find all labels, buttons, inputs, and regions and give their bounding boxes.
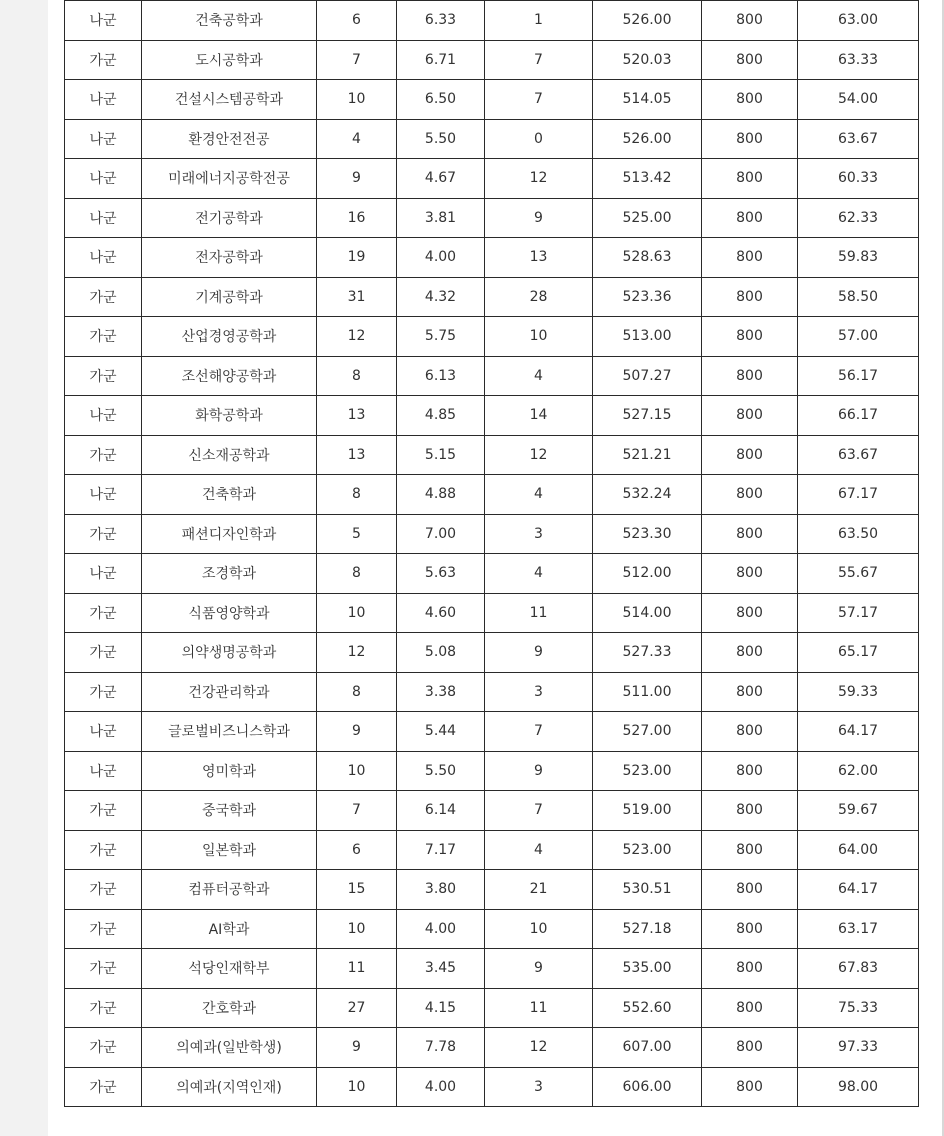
competition-ratio-cell: 3.45	[397, 949, 485, 989]
converted-score-cell: 59.33	[798, 672, 919, 712]
department-cell: 환경안전전공	[142, 119, 317, 159]
quota-cell: 8	[317, 475, 397, 515]
converted-score-cell: 59.83	[798, 238, 919, 278]
converted-score-cell: 56.17	[798, 356, 919, 396]
table-row	[65, 475, 919, 515]
additional-pass-cell: 4	[485, 475, 593, 515]
max-score-cell: 800	[702, 633, 798, 673]
quota-cell: 9	[317, 1028, 397, 1068]
department-cell: 영미학과	[142, 751, 317, 791]
competition-ratio-cell: 4.32	[397, 277, 485, 317]
quota-cell: 10	[317, 593, 397, 633]
score-cell: 606.00	[593, 1067, 702, 1107]
max-score-cell: 800	[702, 830, 798, 870]
quota-cell: 19	[317, 238, 397, 278]
max-score-cell: 800	[702, 159, 798, 199]
department-cell: 도시공학과	[142, 40, 317, 80]
department-cell: AI학과	[142, 909, 317, 949]
table-row	[65, 356, 919, 396]
score-cell: 514.00	[593, 593, 702, 633]
table-row	[65, 80, 919, 120]
converted-score-cell: 54.00	[798, 80, 919, 120]
department-cell: 패션디자인학과	[142, 514, 317, 554]
department-cell: 건설시스템공학과	[142, 80, 317, 120]
additional-pass-cell: 1	[485, 1, 593, 41]
max-score-cell: 800	[702, 751, 798, 791]
max-score-cell: 800	[702, 791, 798, 831]
group-cell: 가군	[65, 514, 142, 554]
competition-ratio-cell: 5.44	[397, 712, 485, 752]
competition-ratio-cell: 3.81	[397, 198, 485, 238]
group-cell: 나군	[65, 751, 142, 791]
competition-ratio-cell: 5.50	[397, 119, 485, 159]
quota-cell: 27	[317, 988, 397, 1028]
group-cell: 나군	[65, 475, 142, 515]
admission-results-table	[64, 0, 919, 1107]
converted-score-cell: 55.67	[798, 554, 919, 594]
converted-score-cell: 62.00	[798, 751, 919, 791]
competition-ratio-cell: 3.38	[397, 672, 485, 712]
group-cell: 가군	[65, 356, 142, 396]
quota-cell: 4	[317, 119, 397, 159]
department-cell: 기계공학과	[142, 277, 317, 317]
department-cell: 의약생명공학과	[142, 633, 317, 673]
converted-score-cell: 63.50	[798, 514, 919, 554]
additional-pass-cell: 3	[485, 672, 593, 712]
converted-score-cell: 63.67	[798, 119, 919, 159]
table-row	[65, 593, 919, 633]
group-cell: 나군	[65, 80, 142, 120]
score-cell: 607.00	[593, 1028, 702, 1068]
score-cell: 530.51	[593, 870, 702, 910]
score-cell: 527.15	[593, 396, 702, 436]
department-cell: 건축공학과	[142, 1, 317, 41]
table-row	[65, 909, 919, 949]
group-cell: 가군	[65, 435, 142, 475]
converted-score-cell: 58.50	[798, 277, 919, 317]
converted-score-cell: 62.33	[798, 198, 919, 238]
group-cell: 나군	[65, 1, 142, 41]
table-row	[65, 870, 919, 910]
competition-ratio-cell: 4.60	[397, 593, 485, 633]
quota-cell: 10	[317, 80, 397, 120]
quota-cell: 13	[317, 435, 397, 475]
table-row	[65, 949, 919, 989]
additional-pass-cell: 12	[485, 435, 593, 475]
competition-ratio-cell: 4.00	[397, 238, 485, 278]
document-page	[48, 0, 942, 1136]
quota-cell: 6	[317, 1, 397, 41]
score-cell: 507.27	[593, 356, 702, 396]
additional-pass-cell: 28	[485, 277, 593, 317]
quota-cell: 5	[317, 514, 397, 554]
table-row	[65, 633, 919, 673]
group-cell: 가군	[65, 1067, 142, 1107]
converted-score-cell: 63.33	[798, 40, 919, 80]
table-row	[65, 1, 919, 41]
score-cell: 523.00	[593, 830, 702, 870]
additional-pass-cell: 21	[485, 870, 593, 910]
table-row	[65, 396, 919, 436]
quota-cell: 8	[317, 356, 397, 396]
score-cell: 532.24	[593, 475, 702, 515]
quota-cell: 12	[317, 633, 397, 673]
max-score-cell: 800	[702, 396, 798, 436]
competition-ratio-cell: 6.50	[397, 80, 485, 120]
max-score-cell: 800	[702, 1067, 798, 1107]
max-score-cell: 800	[702, 238, 798, 278]
table-row	[65, 435, 919, 475]
competition-ratio-cell: 5.63	[397, 554, 485, 594]
converted-score-cell: 57.17	[798, 593, 919, 633]
group-cell: 가군	[65, 593, 142, 633]
max-score-cell: 800	[702, 356, 798, 396]
competition-ratio-cell: 5.75	[397, 317, 485, 357]
score-cell: 526.00	[593, 1, 702, 41]
department-cell: 조선해양공학과	[142, 356, 317, 396]
score-cell: 523.36	[593, 277, 702, 317]
max-score-cell: 800	[702, 1, 798, 41]
table-row	[65, 277, 919, 317]
table-row	[65, 830, 919, 870]
score-cell: 528.63	[593, 238, 702, 278]
quota-cell: 7	[317, 40, 397, 80]
group-cell: 가군	[65, 988, 142, 1028]
score-cell: 513.42	[593, 159, 702, 199]
score-cell: 552.60	[593, 988, 702, 1028]
converted-score-cell: 57.00	[798, 317, 919, 357]
additional-pass-cell: 13	[485, 238, 593, 278]
group-cell: 나군	[65, 119, 142, 159]
additional-pass-cell: 4	[485, 830, 593, 870]
competition-ratio-cell: 4.88	[397, 475, 485, 515]
quota-cell: 7	[317, 791, 397, 831]
score-cell: 527.18	[593, 909, 702, 949]
additional-pass-cell: 10	[485, 909, 593, 949]
converted-score-cell: 63.00	[798, 1, 919, 41]
quota-cell: 8	[317, 554, 397, 594]
max-score-cell: 800	[702, 198, 798, 238]
table-row	[65, 751, 919, 791]
table-row	[65, 119, 919, 159]
additional-pass-cell: 4	[485, 356, 593, 396]
additional-pass-cell: 7	[485, 40, 593, 80]
table-row	[65, 988, 919, 1028]
table-row	[65, 1028, 919, 1068]
department-cell: 글로벌비즈니스학과	[142, 712, 317, 752]
quota-cell: 13	[317, 396, 397, 436]
group-cell: 나군	[65, 396, 142, 436]
group-cell: 나군	[65, 238, 142, 278]
competition-ratio-cell: 4.67	[397, 159, 485, 199]
additional-pass-cell: 9	[485, 949, 593, 989]
additional-pass-cell: 12	[485, 1028, 593, 1068]
competition-ratio-cell: 6.71	[397, 40, 485, 80]
table-row	[65, 712, 919, 752]
table-row	[65, 672, 919, 712]
table-row	[65, 198, 919, 238]
group-cell: 가군	[65, 633, 142, 673]
converted-score-cell: 75.33	[798, 988, 919, 1028]
competition-ratio-cell: 5.15	[397, 435, 485, 475]
max-score-cell: 800	[702, 475, 798, 515]
additional-pass-cell: 12	[485, 159, 593, 199]
converted-score-cell: 67.17	[798, 475, 919, 515]
department-cell: 석당인재학부	[142, 949, 317, 989]
group-cell: 가군	[65, 1028, 142, 1068]
competition-ratio-cell: 6.14	[397, 791, 485, 831]
score-cell: 525.00	[593, 198, 702, 238]
additional-pass-cell: 10	[485, 317, 593, 357]
score-cell: 521.21	[593, 435, 702, 475]
max-score-cell: 800	[702, 514, 798, 554]
score-cell: 527.33	[593, 633, 702, 673]
group-cell: 가군	[65, 40, 142, 80]
competition-ratio-cell: 6.33	[397, 1, 485, 41]
score-cell: 513.00	[593, 317, 702, 357]
competition-ratio-cell: 4.00	[397, 909, 485, 949]
department-cell: 화학공학과	[142, 396, 317, 436]
group-cell: 나군	[65, 159, 142, 199]
table-row	[65, 159, 919, 199]
additional-pass-cell: 7	[485, 791, 593, 831]
additional-pass-cell: 9	[485, 198, 593, 238]
additional-pass-cell: 9	[485, 633, 593, 673]
quota-cell: 15	[317, 870, 397, 910]
competition-ratio-cell: 5.50	[397, 751, 485, 791]
department-cell: 건축학과	[142, 475, 317, 515]
group-cell: 나군	[65, 198, 142, 238]
department-cell: 미래에너지공학전공	[142, 159, 317, 199]
group-cell: 가군	[65, 672, 142, 712]
converted-score-cell: 63.67	[798, 435, 919, 475]
score-cell: 527.00	[593, 712, 702, 752]
quota-cell: 10	[317, 751, 397, 791]
quota-cell: 10	[317, 909, 397, 949]
group-cell: 가군	[65, 870, 142, 910]
score-cell: 512.00	[593, 554, 702, 594]
score-cell: 520.03	[593, 40, 702, 80]
quota-cell: 6	[317, 830, 397, 870]
additional-pass-cell: 7	[485, 712, 593, 752]
department-cell: 전기공학과	[142, 198, 317, 238]
group-cell: 가군	[65, 949, 142, 989]
quota-cell: 10	[317, 1067, 397, 1107]
department-cell: 의예과(일반학생)	[142, 1028, 317, 1068]
score-cell: 511.00	[593, 672, 702, 712]
competition-ratio-cell: 4.00	[397, 1067, 485, 1107]
department-cell: 중국학과	[142, 791, 317, 831]
group-cell: 나군	[65, 712, 142, 752]
department-cell: 건강관리학과	[142, 672, 317, 712]
converted-score-cell: 59.67	[798, 791, 919, 831]
department-cell: 신소재공학과	[142, 435, 317, 475]
quota-cell: 9	[317, 712, 397, 752]
max-score-cell: 800	[702, 435, 798, 475]
additional-pass-cell: 7	[485, 80, 593, 120]
converted-score-cell: 66.17	[798, 396, 919, 436]
table-row	[65, 791, 919, 831]
competition-ratio-cell: 7.78	[397, 1028, 485, 1068]
converted-score-cell: 64.17	[798, 870, 919, 910]
additional-pass-cell: 0	[485, 119, 593, 159]
department-cell: 일본학과	[142, 830, 317, 870]
table-row	[65, 554, 919, 594]
competition-ratio-cell: 7.00	[397, 514, 485, 554]
max-score-cell: 800	[702, 554, 798, 594]
department-cell: 식품영양학과	[142, 593, 317, 633]
max-score-cell: 800	[702, 119, 798, 159]
max-score-cell: 800	[702, 672, 798, 712]
additional-pass-cell: 3	[485, 514, 593, 554]
quota-cell: 11	[317, 949, 397, 989]
department-cell: 산업경영공학과	[142, 317, 317, 357]
max-score-cell: 800	[702, 277, 798, 317]
competition-ratio-cell: 5.08	[397, 633, 485, 673]
competition-ratio-cell: 6.13	[397, 356, 485, 396]
table-body	[65, 1, 919, 1107]
additional-pass-cell: 3	[485, 1067, 593, 1107]
quota-cell: 8	[317, 672, 397, 712]
score-cell: 523.00	[593, 751, 702, 791]
score-cell: 523.30	[593, 514, 702, 554]
table-row	[65, 1067, 919, 1107]
competition-ratio-cell: 4.85	[397, 396, 485, 436]
group-cell: 가군	[65, 277, 142, 317]
table-row	[65, 40, 919, 80]
converted-score-cell: 63.17	[798, 909, 919, 949]
converted-score-cell: 64.00	[798, 830, 919, 870]
quota-cell: 12	[317, 317, 397, 357]
max-score-cell: 800	[702, 870, 798, 910]
department-cell: 의예과(지역인재)	[142, 1067, 317, 1107]
max-score-cell: 800	[702, 80, 798, 120]
converted-score-cell: 98.00	[798, 1067, 919, 1107]
department-cell: 조경학과	[142, 554, 317, 594]
department-cell: 전자공학과	[142, 238, 317, 278]
group-cell: 나군	[65, 554, 142, 594]
quota-cell: 31	[317, 277, 397, 317]
additional-pass-cell: 14	[485, 396, 593, 436]
group-cell: 가군	[65, 909, 142, 949]
competition-ratio-cell: 3.80	[397, 870, 485, 910]
max-score-cell: 800	[702, 949, 798, 989]
group-cell: 가군	[65, 791, 142, 831]
converted-score-cell: 60.33	[798, 159, 919, 199]
score-cell: 535.00	[593, 949, 702, 989]
table-row	[65, 514, 919, 554]
group-cell: 가군	[65, 317, 142, 357]
converted-score-cell: 67.83	[798, 949, 919, 989]
quota-cell: 16	[317, 198, 397, 238]
additional-pass-cell: 11	[485, 988, 593, 1028]
converted-score-cell: 97.33	[798, 1028, 919, 1068]
max-score-cell: 800	[702, 40, 798, 80]
additional-pass-cell: 9	[485, 751, 593, 791]
group-cell: 가군	[65, 830, 142, 870]
max-score-cell: 800	[702, 909, 798, 949]
table-row	[65, 317, 919, 357]
department-cell: 간호학과	[142, 988, 317, 1028]
max-score-cell: 800	[702, 1028, 798, 1068]
max-score-cell: 800	[702, 712, 798, 752]
additional-pass-cell: 11	[485, 593, 593, 633]
converted-score-cell: 64.17	[798, 712, 919, 752]
max-score-cell: 800	[702, 317, 798, 357]
department-cell: 컴퓨터공학과	[142, 870, 317, 910]
competition-ratio-cell: 4.15	[397, 988, 485, 1028]
score-cell: 519.00	[593, 791, 702, 831]
max-score-cell: 800	[702, 593, 798, 633]
additional-pass-cell: 4	[485, 554, 593, 594]
competition-ratio-cell: 7.17	[397, 830, 485, 870]
max-score-cell: 800	[702, 988, 798, 1028]
table-row	[65, 238, 919, 278]
converted-score-cell: 65.17	[798, 633, 919, 673]
score-cell: 514.05	[593, 80, 702, 120]
score-cell: 526.00	[593, 119, 702, 159]
quota-cell: 9	[317, 159, 397, 199]
